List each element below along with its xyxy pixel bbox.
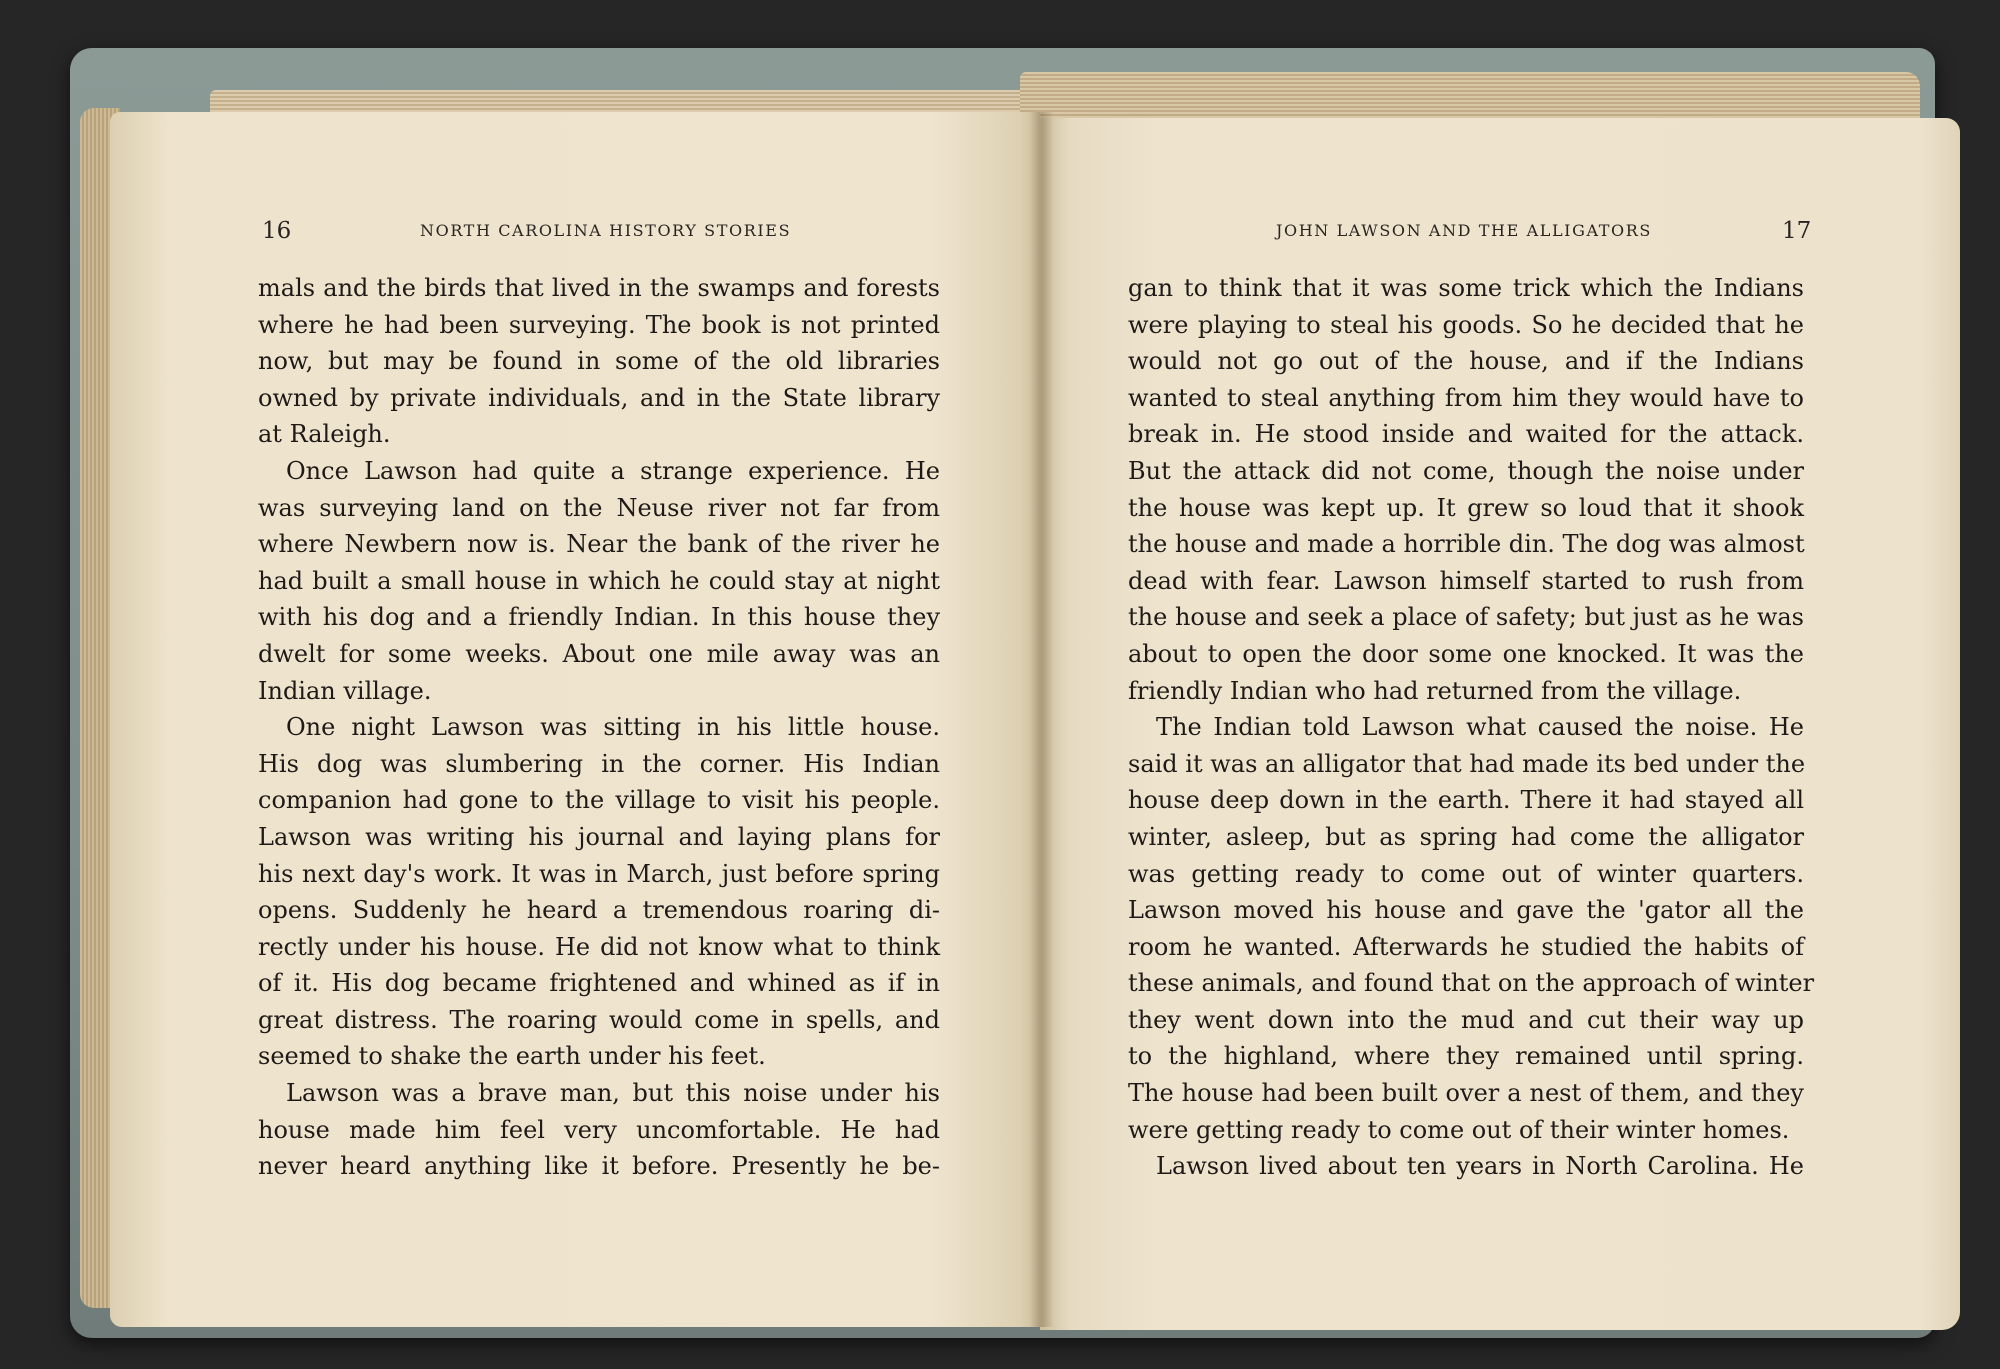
text-line: The house had been built over a nest of them, and they <box>1128 1079 1804 1108</box>
text-line: about to open the door some one knocked. It was the <box>1128 639 1804 668</box>
text-line: house deep down in the earth. There it had stayed all <box>1128 786 1804 815</box>
text-line: house made him feel very uncomfortable. He had <box>258 1115 940 1144</box>
text-line: room he wanted. Afterwards he studied the habits of <box>1128 932 1804 961</box>
text-line: friendly Indian who had returned from the village. <box>1128 676 1742 705</box>
text-line: His dog was slumbering in the corner. His Indian <box>258 749 940 778</box>
text-line: were playing to steal his goods. So he decided that he <box>1128 310 1804 339</box>
text-line: where he had been surveying. The book is not printed <box>258 310 940 339</box>
text-line: companion had gone to the village to visit his people. <box>258 786 940 815</box>
text-line: where Newbern now is. Near the bank of the river he <box>258 530 940 559</box>
left-running-head: NORTH CAROLINA HISTORY STORIES <box>420 221 792 240</box>
text-line: said it was an alligator that had made its bed under the <box>1128 749 1806 778</box>
right-page-number: 17 <box>1782 218 1812 244</box>
right-running-head: JOHN LAWSON AND THE ALLIGATORS <box>1276 221 1652 240</box>
text-line: owned by private individuals, and in the State library <box>258 383 940 412</box>
text-line: the house and made a horrible din. The dog was almost <box>1128 530 1805 559</box>
text-line: wanted to steal anything from him they would have to <box>1128 383 1804 412</box>
page-edges-top-right <box>1020 72 1920 118</box>
text-line: But the attack did not come, though the noise under <box>1128 456 1804 485</box>
text-line: was getting ready to come out of winter quarters. <box>1128 859 1804 888</box>
text-line: at Raleigh. <box>258 420 391 449</box>
text-line: mals and the birds that lived in the swamps and forests <box>258 274 940 302</box>
text-line: Lawson was a brave man, but this noise under his <box>286 1079 940 1108</box>
text-line: Indian village. <box>258 676 432 705</box>
text-line: Lawson moved his house and gave the 'gator all the <box>1128 896 1804 925</box>
text-line: break in. He stood inside and waited for the attack. <box>1128 420 1804 449</box>
text-line: to the highland, where they remained until spring. <box>1128 1042 1804 1071</box>
book-gutter <box>1030 112 1054 1327</box>
text-line: Lawson lived about ten years in North Carolina. He <box>1156 1152 1804 1181</box>
text-line: the house was kept up. It grew so loud that it shook <box>1128 493 1804 522</box>
text-line: rectly under his house. He did not know what to think <box>258 932 940 961</box>
text-line: of it. His dog became frightened and whined as if in <box>258 969 940 998</box>
text-line: Lawson was writing his journal and laying plans for <box>258 822 940 851</box>
text-line: would not go out of the house, and if the Indians <box>1128 347 1804 376</box>
text-line: gan to think that it was some trick which the Indians <box>1128 274 1804 302</box>
text-line: great distress. The roaring would come in spells, and <box>258 1005 940 1034</box>
left-page-body <box>258 270 940 1185</box>
text-line: was surveying land on the Neuse river not far from <box>258 493 940 522</box>
text-line: seemed to shake the earth under his feet. <box>258 1042 766 1071</box>
text-line: dead with fear. Lawson himself started to rush from <box>1128 566 1804 595</box>
text-line: Once Lawson had quite a strange experience. He <box>286 456 940 485</box>
text-line: they went down into the mud and cut their way up <box>1128 1005 1804 1034</box>
right-page-body <box>1128 270 1815 1185</box>
text-line: never heard anything like it before. Presently he be- <box>258 1152 940 1181</box>
text-line: dwelt for some weeks. About one mile away was an <box>258 639 940 668</box>
text-line: these animals, and found that on the approach of winter <box>1128 969 1815 998</box>
text-line: his next day's work. It was in March, just before spring <box>258 859 940 888</box>
text-line: had built a small house in which he could stay at night <box>258 566 940 595</box>
text-line: were getting ready to come out of their winter homes. <box>1128 1115 1790 1144</box>
text-line: the house and seek a place of safety; but just as he was <box>1128 603 1804 632</box>
text-line: The Indian told Lawson what caused the noise. He <box>1156 713 1804 742</box>
text-line: One night Lawson was sitting in his little house. <box>286 713 940 742</box>
text-line: now, but may be found in some of the old libraries <box>258 347 940 376</box>
text-line: winter, asleep, but as spring had come the alligator <box>1128 822 1804 851</box>
text-line: opens. Suddenly he heard a tremendous roaring di- <box>258 896 940 925</box>
left-page-number: 16 <box>262 218 292 244</box>
text-line: with his dog and a friendly Indian. In this house they <box>258 603 940 632</box>
